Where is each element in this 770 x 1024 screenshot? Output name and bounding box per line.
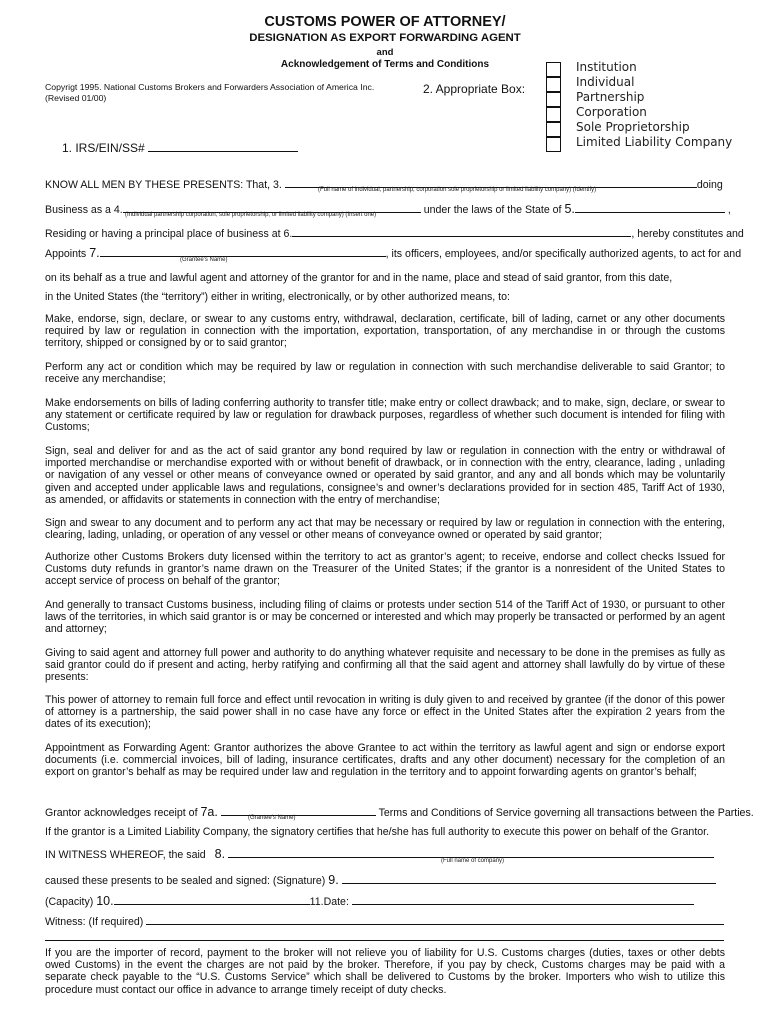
paragraph-bonds: Sign, seal and deliver for and as the act of said grantor any bond required by law or regulation in connection with the entry or withdrawal of imported merchandise or merchandise exported with or without benefit of drawback, or in connection with the entry, clearance, lading , unlading or navigation of any vessel or other means of conveyance owned or operated by said grantor, and any and all bonds which may be voluntarily given and accepted under applicable laws and regulations, consignee’s and owner’s declarations provided for in section 485, Tariff Act of 1930, as amended, or affidavits or statements in connection with the entry of merchandise; [45, 445, 725, 506]
witness-whereof-row [45, 846, 714, 861]
checkbox-label-partnership: Partnership [576, 90, 645, 104]
checkbox-llc[interactable] [546, 137, 561, 152]
company-name-line[interactable] [228, 846, 714, 858]
form-title: CUSTOMS POWER OF ATTORNEY/ [264, 14, 506, 30]
authority-intro: on its behalf as a true and lawful agent and attorney of the grantor for and in the name, place and stead of said grantor, from this date, [45, 272, 673, 284]
paragraph-entry-documents: Make, endorse, sign, declare, or swear to any customs entry, withdrawal, declaration, certificate, bill of lading, carnet or any other documents required by law or regulation in connection with the importation, exportation, transportation, of any merchandise in or through the customs territory, shipped or consigned by or to said grantor; [45, 313, 725, 350]
signature-row [45, 872, 716, 887]
paragraph-authorize-brokers: Authorize other Customs Brokers duty licensed within the territory to act as grantor’s agent; to receive, endorse and collect checks Issued for Customs duty refunds in grantor’s name drawn on the Treasurer of the United States; if the grantor is a nonresident of the United States to accept service of process on behalf of the grantor; [45, 551, 725, 588]
witness-second-line[interactable] [45, 940, 724, 941]
ack-grantee-note: (Grantee's Name) [248, 815, 296, 821]
grantor-name-note: (Full name of individual, partnership, corporation sole proprietorship or limited liability company) (Identify) [318, 187, 597, 193]
witness-whereof-text: IN WITNESS WHEREOF, the said [45, 849, 206, 861]
checkbox-label-llc: Limited Liability Company [576, 135, 733, 149]
know-all-men-text: KNOW ALL MEN BY THESE PRESENTS: That, 3. [45, 179, 282, 191]
ack-prefix: Grantor acknowledges receipt of [45, 807, 198, 819]
company-number: 8. [214, 847, 226, 861]
capacity-line[interactable] [114, 893, 310, 905]
appoints-label: Appoints [45, 248, 87, 260]
checkbox-label-institution: Institution [576, 60, 637, 74]
grantee-row [45, 245, 741, 260]
state-line[interactable] [575, 201, 725, 213]
date-line[interactable] [352, 893, 694, 905]
territory-text: in the United States (the “territory”) either in writing, electronically, or by other authorized means, to: [45, 291, 510, 303]
acknowledgement-row [45, 804, 754, 819]
copyright-text: Copyrigt 1995. National Customs Brokers and Forwarders Association of America Inc. [45, 82, 375, 92]
signature-number: 9. [328, 873, 339, 887]
capacity-number: 10. [96, 894, 114, 908]
capacity-label: (Capacity) [45, 896, 94, 908]
and-text: and [376, 47, 394, 58]
capacity-date-row [45, 893, 694, 908]
appropriate-box-label: 2. Appropriate Box: [423, 82, 526, 96]
llc-certification: If the grantor is a Limited Liability Company, the signatory certifies that he/she has full authority to execute this power on behalf of the Grantor. [45, 826, 710, 838]
checkbox-institution[interactable] [546, 62, 561, 77]
witness-label: Witness: (If required) [45, 916, 144, 928]
business-type-note: (Individual partnership corporation, sole proprietorship, or limited liability company) (Insert one) [125, 212, 377, 218]
paragraph-duration: This power of attorney to remain full force and effect until revocation in writing is duly given to and received by grantee (if the donor of this power of attorney is a partnership, the said power shall in no case have any force or effect in the United States after the expiration 2 years from the dates of its execution); [45, 694, 725, 731]
caused-text: caused these presents to be sealed and signed: (Signature) [45, 875, 326, 887]
irs-field-row [62, 140, 298, 154]
ack-number: 7a. [200, 805, 218, 819]
grantee-name-note: (Grantee's Name) [180, 257, 228, 263]
form-subtitle: DESIGNATION AS EXPORT FORWARDING AGENT [249, 32, 521, 44]
hereby-text: , hereby constitutes and [631, 228, 744, 240]
state-comma: , [727, 204, 731, 216]
state-number: 5. [564, 202, 575, 216]
checkbox-label-individual: Individual [576, 75, 635, 89]
paragraph-customs-business: And generally to transact Customs business, including filing of claims or protests under section 514 of the Tariff Act of 1930, or pursuant to other laws of the territories, in which said grantor is or may be concerned or interested and which may properly be transacted or performed by an agent and attorney; [45, 599, 725, 636]
date-label: 11.Date: [309, 896, 349, 908]
company-name-note: (Full name of company) [441, 858, 505, 864]
checkbox-label-corporation: Corporation [576, 105, 647, 119]
checkbox-label-sole-proprietorship: Sole Proprietorship [576, 120, 690, 134]
ack-heading: Acknowledgement of Terms and Conditions [280, 59, 490, 70]
paragraph-forwarding-agent: Appointment as Forwarding Agent: Grantor authorizes the above Grantee to act within the territory as lawful agent and sign or endorse export documents (i.e. commercial invoices, bill of lading, insurance certificates, drafts and any other document) necessary for the completion of an export on grantor’s behalf as may be required under law and regulation in the territory and to appoint forwarding agents on grantor’s behalf; [45, 742, 725, 779]
checkbox-corporation[interactable] [546, 107, 561, 122]
ack-grantee-line[interactable] [221, 804, 376, 816]
paragraph-endorsements: Make endorsements on bills of lading conferring authority to transfer title; make entry or collect drawback; and to make, sign, declare, or swear to any statement or certificate required by law or regulation for drawback purposes, regardless of whether such document is intended for filing with Customs; [45, 397, 725, 434]
checkbox-individual[interactable] [546, 77, 561, 92]
witness-line[interactable] [146, 913, 724, 925]
signature-line[interactable] [342, 872, 716, 884]
importer-notice: If you are the importer of record, payment to the broker will not relieve you of liability for U.S. Customs charges (duties, taxes or other debts owed Customs) in the event the charges are not paid by the broker. Therefore, if you pay by check, Customs charges may be paid with a separate check payable to the “U.S. Customs Service” which shall be delivered to Customs by the broker. Importers who wish to utilize this procedure must contact our office in advance to arrange timely receipt of duty checks. [45, 947, 725, 996]
irs-input-line[interactable] [148, 140, 298, 152]
paragraph-perform-acts: Perform any act or condition which may be required by law or regulation in connection with such merchandise deliverable to said Grantor; to receive any merchandise; [45, 361, 725, 386]
under-laws-text: under the laws of the State of [423, 204, 562, 216]
residence-line[interactable] [292, 225, 631, 237]
grantee-number: 7. [89, 246, 100, 260]
irs-label: 1. IRS/EIN/SS# [62, 141, 145, 155]
residing-label: Residing or having a principal place of business at 6. [45, 228, 293, 240]
revised-text: (Revised 01/00) [45, 93, 107, 103]
residence-row [45, 225, 744, 240]
checkbox-sole-proprietorship[interactable] [546, 122, 561, 137]
doing-text: doing [696, 179, 723, 191]
grantee-name-line[interactable] [100, 245, 386, 257]
business-label: Business as a 4. [45, 204, 123, 216]
officers-text: , its officers, employees, and/or specifically authorized agents, to act for and [385, 248, 742, 260]
witness-row [45, 913, 724, 928]
paragraph-full-power: Giving to said agent and attorney full power and authority to do anything whatever requisite and necessary to be done in the premises as fully as said grantor could do if present and acting, herby ratifying and confirming all that the said agent and attorney shall lawfully do by virtue of these presents: [45, 647, 725, 684]
ack-suffix: Terms and Conditions of Service governing all transactions between the Parties. [378, 807, 754, 819]
paragraph-sign-swear: Sign and swear to any document and to perform any act that may be necessary or required by law or regulation in connection with the entering, clearing, lading, unlading, or operation of any vessel or other means of conveyance owned or operated by said grantor; [45, 517, 725, 542]
checkbox-partnership[interactable] [546, 92, 561, 107]
